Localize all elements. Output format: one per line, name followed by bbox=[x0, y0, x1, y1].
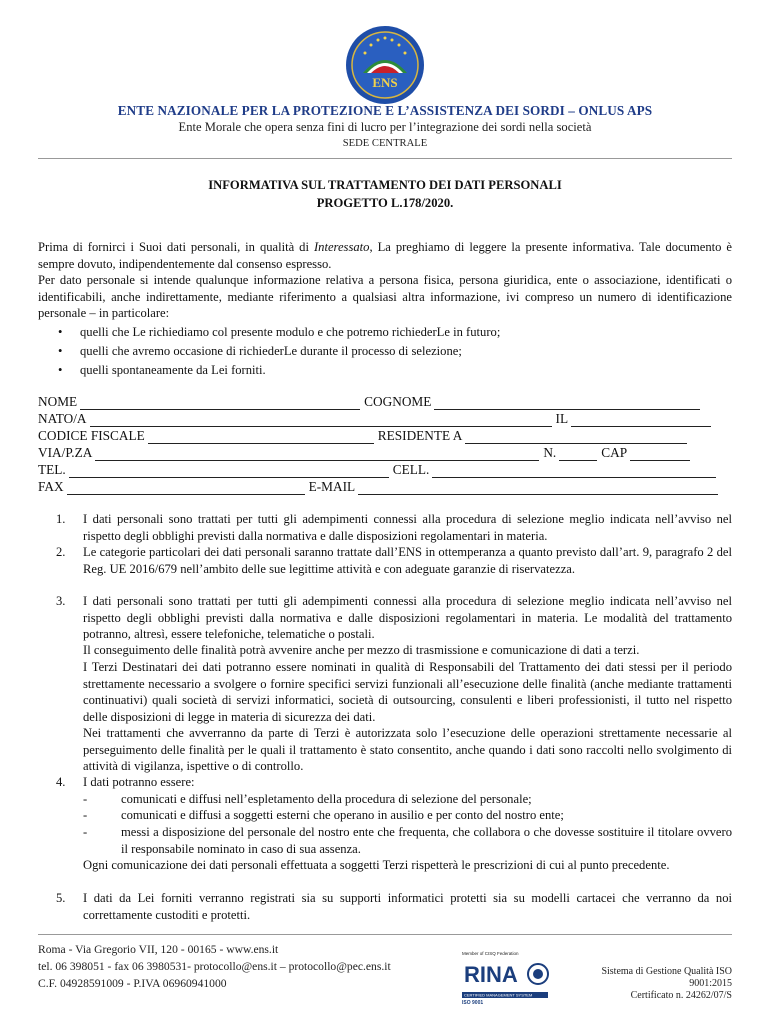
sede-label: SEDE CENTRALE bbox=[342, 138, 428, 149]
email-label: E-MAIL bbox=[308, 479, 356, 494]
svg-text:CERTIFIED MANAGEMENT SYSTEM: CERTIFIED MANAGEMENT SYSTEM bbox=[464, 992, 533, 998]
n-field[interactable] bbox=[559, 448, 597, 461]
cell-label: CELL. bbox=[392, 462, 430, 477]
organization-subtitle: Ente Morale che opera senza fini di lucro per l’integrazione dei sordi nella società bbox=[178, 120, 592, 134]
footer-tax-ids: C.F. 04928591009 - P.IVA 06960941000 bbox=[38, 977, 227, 990]
intro-p1-before: Prima di fornirci i Suoi dati personali, in qualità di bbox=[38, 240, 314, 254]
via-field[interactable] bbox=[95, 448, 539, 461]
codice-fiscale-label: CODICE FISCALE bbox=[38, 428, 145, 443]
residente-label: RESIDENTE A bbox=[377, 428, 463, 443]
rina-certification-logo bbox=[460, 948, 552, 1006]
header-divider bbox=[38, 158, 732, 159]
organization-name: ENTE NAZIONALE PER LA PROTEZIONE E L’ASSISTENZA DEI SORDI – ONLUS APS bbox=[117, 103, 653, 118]
nato-label: NATO/A bbox=[38, 411, 87, 426]
tel-label: TEL. bbox=[38, 462, 66, 477]
fax-field[interactable] bbox=[67, 482, 305, 495]
intro-paragraph-1 bbox=[38, 239, 732, 272]
form-row-phone bbox=[38, 462, 732, 478]
nato-field[interactable] bbox=[90, 414, 552, 427]
form-row-fax bbox=[38, 479, 732, 495]
fax-label: FAX bbox=[38, 479, 64, 494]
cert-number: Certificato n. 24262/07/S bbox=[630, 990, 732, 1001]
form-row-birth bbox=[38, 411, 732, 427]
n-label: N. bbox=[543, 445, 557, 460]
title-line-1: INFORMATIVA SUL TRATTAMENTO DEI DATI PERSONALI bbox=[208, 178, 562, 192]
nome-label: NOME bbox=[38, 394, 78, 409]
cognome-label: COGNOME bbox=[364, 394, 432, 409]
svg-text:RINA: RINA bbox=[464, 962, 518, 987]
nome-field[interactable] bbox=[80, 397, 360, 410]
cert-system: Sistema di Gestione Qualità ISO 9001:2015 bbox=[601, 966, 732, 989]
cap-field[interactable] bbox=[630, 448, 690, 461]
residente-field[interactable] bbox=[465, 431, 687, 444]
il-label: IL bbox=[555, 411, 569, 426]
cell-field[interactable] bbox=[432, 465, 716, 478]
footer-phones: tel. 06 398051 - fax 06 3980531- protocollo@ens.it – protocollo@pec.ens.it bbox=[38, 960, 391, 973]
intro-p1-after: , La preghiamo di leggere la presente informativa. Tale documento è sempre dovuto, indipendentemente dal consenso espresso. bbox=[38, 240, 732, 271]
logo-text: ENS bbox=[372, 75, 398, 90]
il-field[interactable] bbox=[571, 414, 711, 427]
cap-label: CAP bbox=[601, 445, 628, 460]
footer-address: Roma - Via Gregorio VII, 120 - 00165 - www.ens.it bbox=[38, 943, 279, 956]
title-line-2: PROGETTO L.178/2020. bbox=[316, 196, 454, 210]
certification-info bbox=[560, 966, 732, 1002]
cognome-field[interactable] bbox=[434, 397, 700, 410]
via-label: VIA/P.ZA bbox=[38, 445, 93, 460]
svg-text:Member of CISQ Federation: Member of CISQ Federation bbox=[462, 951, 519, 956]
form-row-cf bbox=[38, 428, 732, 444]
intro-paragraph-2: Per dato personale si intende qualunque informazione relativa a persona fisica, persona giuridica, ente o associazione, identificati o identificabili, anche indirettamente, mediante riferimento a qualsiasi altra informazione, ivi compreso un numero di identificazione personale – in particolare: bbox=[38, 273, 732, 320]
svg-text:ISO 9001: ISO 9001 bbox=[462, 1000, 484, 1006]
ens-logo bbox=[345, 25, 425, 105]
footer-contacts bbox=[38, 941, 391, 992]
tel-field[interactable] bbox=[69, 465, 389, 478]
form-row-address bbox=[38, 445, 732, 461]
intro-p1-italic: Interessato bbox=[313, 240, 370, 254]
email-field[interactable] bbox=[358, 482, 718, 495]
footer-divider bbox=[38, 934, 732, 935]
form-row-name bbox=[38, 394, 732, 410]
document-title bbox=[0, 176, 770, 212]
codice-fiscale-field[interactable] bbox=[148, 431, 374, 444]
